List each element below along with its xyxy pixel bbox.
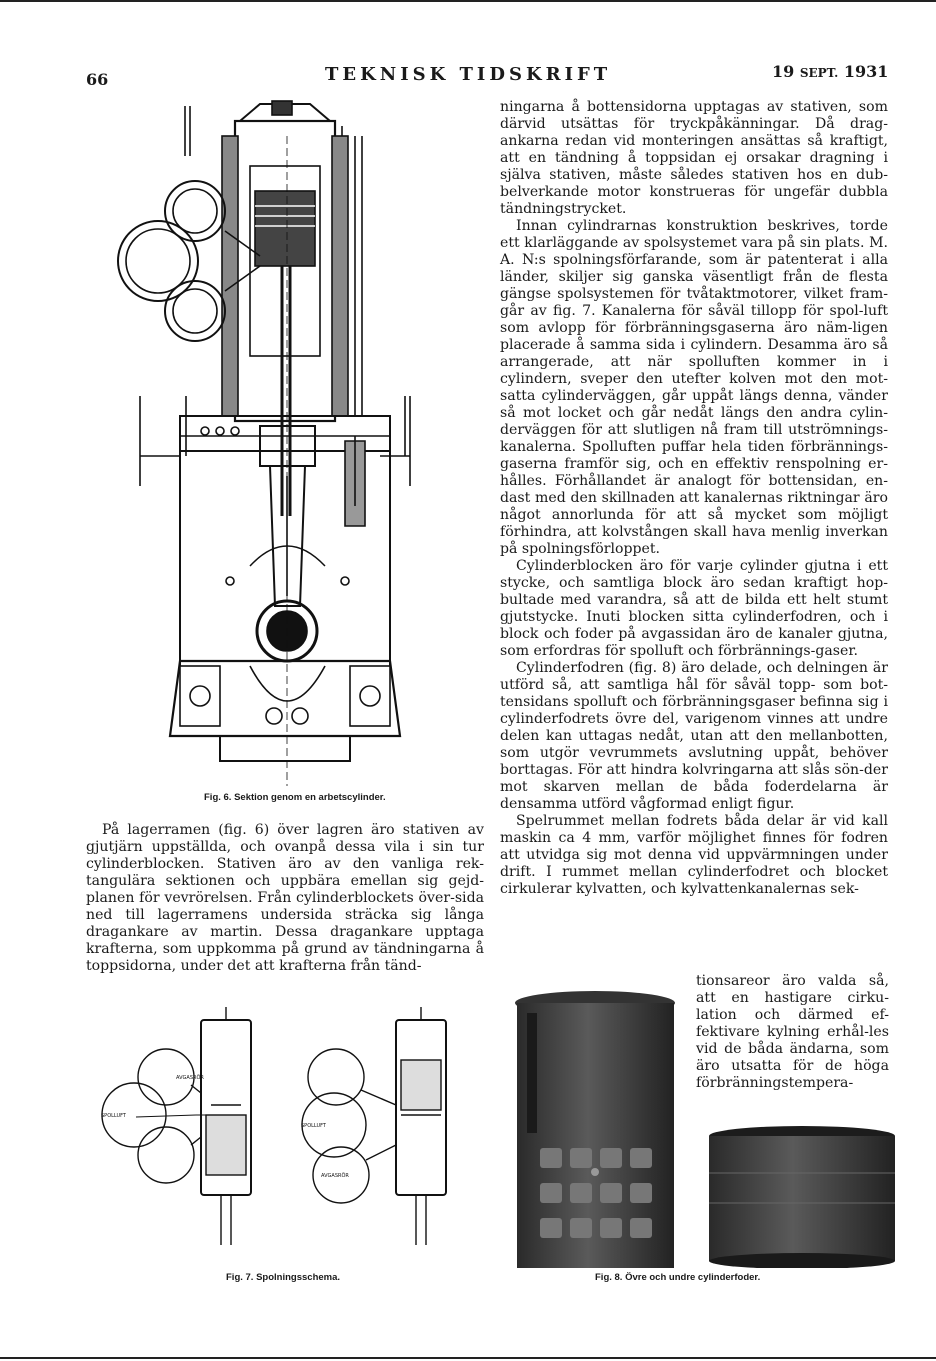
issue-year: 1931 — [843, 62, 889, 81]
issue-day: 19 — [772, 62, 795, 81]
left-text-column — [86, 822, 484, 975]
fig7-scavenging-diagram-bottom — [286, 1005, 486, 1250]
narrow-paragraph: tionsareor äro valda så, att en hastigare cirku-lation och därmed ef-fektivare kylning erhål-les vid de båda ändarna, som äro utsatta för de höga förbränningstempera- — [696, 973, 889, 1091]
right-paragraph-4: Cylinderfodren (fig. 8) äro delade, och delningen är utförd så, att samtliga hål för såväl topp- som bot-tensidans spolluft och förbränningsgaser befinna sig i cylinderfodrets övre del, varigenom vinnes att undre delen kan uttagas nedåt, utan att den mellanbotten, som utgör vevrummets avslutning uppåt, behöver borttagas. För att hindra kolvringarna att slås sön-der mot skarven mellan de båda foderdelarna är densamma utförd vågformad enligt figur. — [500, 660, 888, 812]
fig7a-avgasror-label: AVGASRÖR — [176, 1075, 204, 1081]
top-rule — [0, 0, 936, 2]
right-text-column — [500, 99, 888, 898]
fig7-scavenging-diagram-top — [96, 1005, 286, 1250]
issue-date — [772, 62, 888, 81]
lower-liner-photo — [709, 1126, 895, 1268]
bottom-rule — [0, 1357, 936, 1359]
fig8-cylinder-liner-photos — [505, 988, 910, 1268]
left-paragraph-1: På lagerramen (fig. 6) över lagren äro stativen av gjutjärn uppställda, och ovanpå dessa vila i sin tur cylinderblocken. Stativen äro av den vanliga rek-tangulära sektionen och uppbära emellan sig gejd-planen för vevrörelsen. Från cylinderblockets över-sida ned till lagerramens undersida sträcka sig långa dragankare av martin. Dessa dragankare upptaga krafterna, som uppkomma på grund av tändningarna å toppsidorna, under det att krafterna från tänd- — [86, 822, 484, 974]
fig6-engine-section-drawing — [110, 96, 460, 786]
fig7b-spolluft-label: SPOLLUFT — [301, 1123, 326, 1129]
issue-month: SEPT. — [799, 66, 839, 80]
fig6-caption: Fig. 6. Sektion genom en arbetscylinder. — [204, 792, 386, 803]
upper-liner-photo — [515, 991, 675, 1268]
fig7a-spolluft-label: SPOLLUFT — [101, 1113, 126, 1119]
right-paragraph-3: Cylinderblocken äro för varje cylinder gjutna i ett stycke, och samtliga block äro sedan kraftigt hop-bultade med varandra, så att de bilda ett helt stumt gjutstycke. Inuti blocken sitta cylinderfodren, och i block och foder på avgassidan äro de kanaler gjutna, som erfordras för spolluft och förbrännings-gaser. — [500, 558, 888, 659]
fig8-caption: Fig. 8. Övre och undre cylinderfoder. — [595, 1272, 761, 1283]
fig7-caption: Fig. 7. Spolningsschema. — [226, 1272, 341, 1283]
journal-title: TEKNISK TIDSKRIFT — [325, 64, 612, 85]
fig7b-avgasror-label: AVGASRÖR — [321, 1173, 349, 1179]
page-number: 66 — [86, 70, 109, 89]
right-paragraph-2: Innan cylindrarnas konstruktion beskrives, torde ett klarläggande av spolsystemet vara på sin plats. M. A. N:s spolningsförfarande, som är patenterat i alla länder, skiljer sig ganska väsentligt från de flesta gängse spolsystemen för tvåtaktmotorer, vilket fram-går av fig. 7. Kanalerna för såväl tillopp för spol-luft som avlopp för förbränningsgaserna äro näm-ligen placerade å samma sida i cylindern. Desamma äro så arrangerade, att när spolluften kommer in i cylindern, sveper den utefter kolven mot den mot-satta cylinderväggen, går uppåt längs denna, vänder så mot locket och går nedåt längs den andra cylin-derväggen för att slutligen nå fram till utströmnings-kanalerna. Spolluften puffar hela tiden förbrännings-gaserna framför sig, och en effektiv renspolning er-hålles. Förhållandet är analogt för bottensidan, en-dast med den skillnaden att kanalernas riktningar äro något annorlunda för att så mycket som möjligt förhindra, att kolvstången skall hava menlig inverkan på spolningsförloppet. — [500, 218, 888, 557]
right-paragraph-5: Spelrummet mellan fodrets båda delar är vid kall maskin ca 4 mm, varför möjlighet finnes för fodren att utvidga sig mot denna vid uppvärmningen under drift. I rummet mellan cylinderfodret och blocket cirkulerar kylvatten, och kylvattenkanalernas sek- — [500, 813, 888, 897]
right-paragraph-1: ningarna å bottensidorna upptagas av stativen, som därvid utsättas för tryckpåkänningar. Då drag-ankarna redan vid monteringen ansättas så kraftigt, att en tändning å toppsidan ej orsakar dragning i själva stativen, måste således stativen hos en dub-belverkande motor konstrueras för ungefär dubbla tändningstrycket. — [500, 99, 888, 217]
